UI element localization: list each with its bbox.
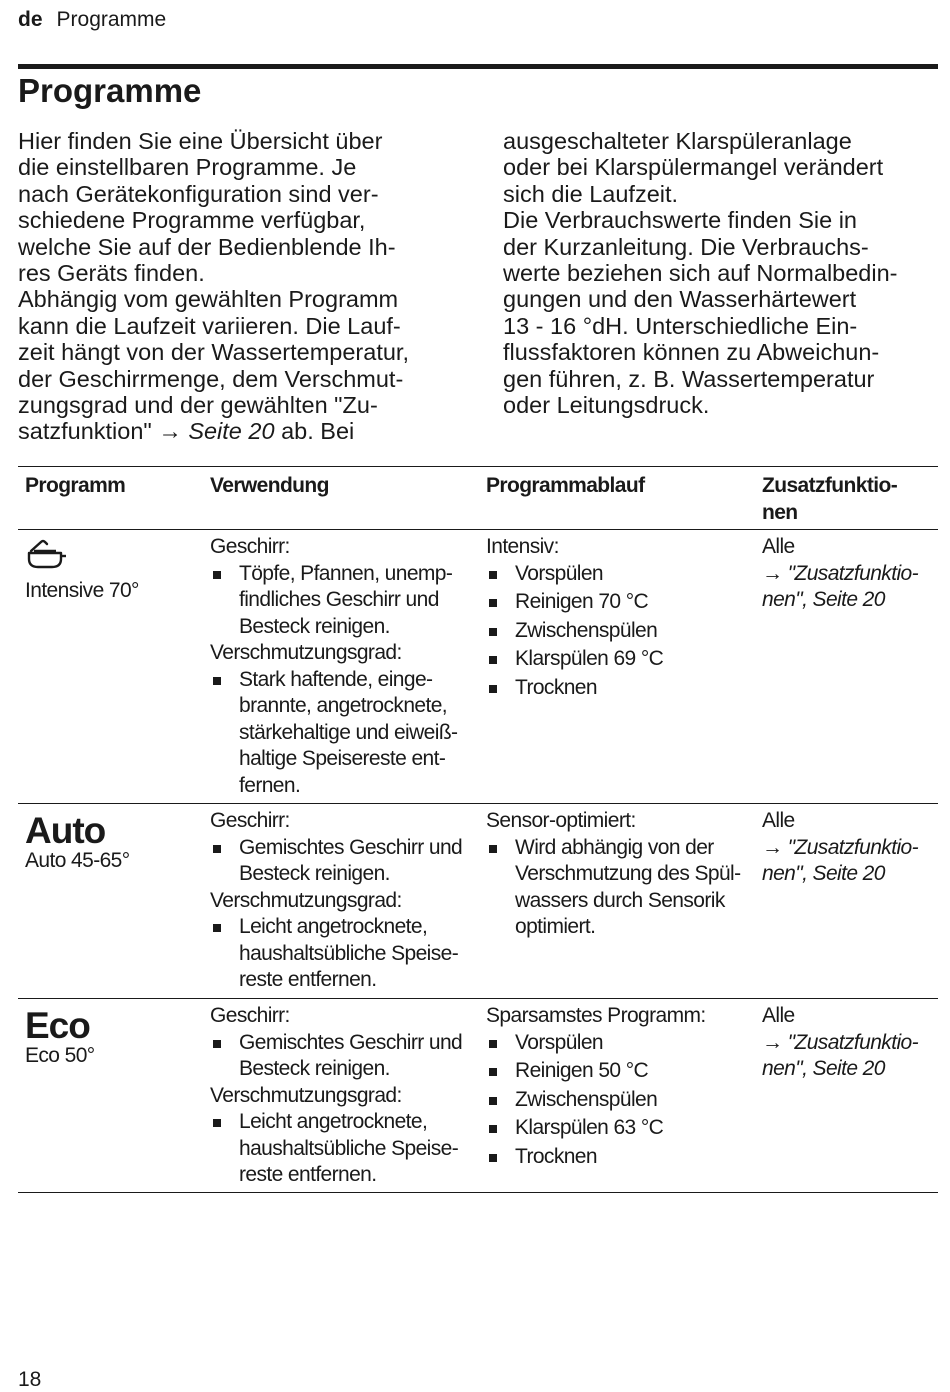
list-line: wassers durch Sensorik	[515, 888, 725, 912]
header-text: nen	[762, 500, 798, 524]
list-line: brannte, angetrocknete,	[239, 694, 448, 717]
soiling-label: Verschmutzungsgrad:	[210, 1083, 402, 1107]
list-line: Töpfe, Pfannen, unemp-	[239, 561, 453, 585]
extras-link-text[interactable]: "Zusatzfunktio-	[782, 561, 918, 585]
intro-line: sich die Laufzeit.	[503, 180, 679, 207]
list-item	[486, 589, 746, 616]
list-line: Leicht angetrocknete,	[239, 1110, 428, 1133]
list-line: Gemischtes Geschirr und	[239, 835, 463, 859]
list-line: findliches Geschirr und	[239, 588, 439, 611]
extras-value: Alle	[762, 535, 795, 558]
list-line: Vorspülen	[515, 561, 604, 585]
extras-link-text[interactable]: nen", Seite 20	[762, 588, 885, 611]
list-line: Trocknen	[515, 675, 597, 699]
arrow-right-icon: →	[762, 1030, 783, 1054]
list-item	[486, 1144, 746, 1171]
list-line: fernen.	[239, 773, 301, 797]
program-name: Intensive 70°	[25, 579, 139, 602]
intro-line: gungen und den Wasserhärtewert	[503, 286, 857, 313]
list-line: haushaltsübliche Speise-	[239, 1136, 459, 1160]
intro-line: kann die Laufzeit variieren. Die Lauf-	[18, 312, 401, 339]
list-item	[210, 561, 470, 641]
arrow-right-icon: →	[762, 561, 783, 585]
list-line: reste entfernen.	[239, 1163, 377, 1186]
list-line: Verschmutzung des Spül-	[515, 862, 741, 885]
dishes-label: Geschirr:	[210, 1004, 290, 1027]
extras-link-text[interactable]: nen", Seite 20	[762, 862, 885, 885]
intro-line: zeit hängt von der Wassertemperatur,	[18, 339, 409, 366]
extras-link-text[interactable]: "Zusatzfunktio-	[782, 1030, 918, 1054]
programs-table	[18, 466, 938, 1193]
extras-link[interactable]	[762, 561, 930, 588]
extras-link[interactable]	[762, 1030, 930, 1057]
intro-line: gen führen, z. B. Wassertemperatur	[503, 365, 875, 392]
list-line: optimiert.	[515, 915, 596, 938]
list-line: Besteck reinigen.	[239, 614, 390, 638]
header-verwendung: Verwendung	[210, 474, 329, 497]
sequence-cell	[478, 804, 754, 999]
list-item	[210, 667, 470, 800]
page-number: 18	[18, 1368, 42, 1391]
table-row	[18, 530, 938, 804]
intro-line: Die Verbrauchswerte finden Sie in	[503, 207, 858, 234]
intro-line-with-link	[18, 418, 458, 444]
intro-line: 13 - 16 °dH. Unterschiedliche Ein-	[503, 312, 858, 339]
program-cell	[18, 530, 202, 804]
extras-value: Alle	[762, 809, 795, 832]
extras-cell	[754, 804, 938, 999]
list-line: stärkehaltige und eiweiß-	[239, 720, 458, 744]
list-item	[486, 835, 746, 941]
list-line: Trocknen	[515, 1144, 597, 1168]
list-line: haushaltsübliche Speise-	[239, 941, 459, 965]
program-symbol-auto: Auto	[25, 810, 106, 851]
intro-line: der Kurzanleitung. Die Verbrauchs-	[503, 233, 869, 260]
program-name: Eco 50°	[25, 1044, 95, 1067]
program-name: Auto 45-65°	[25, 849, 130, 872]
intro-text: satzfunktion"	[18, 418, 159, 445]
list-item	[486, 675, 746, 702]
sequence-cell	[478, 999, 754, 1193]
table-row	[18, 804, 938, 999]
soiling-label: Verschmutzungsgrad:	[210, 888, 402, 912]
page-title: Programme	[18, 72, 202, 109]
sequence-label: Sparsamstes Programm:	[486, 1004, 706, 1027]
program-cell	[18, 804, 202, 999]
page-reference-link[interactable]: Seite 20	[188, 418, 275, 445]
extras-link[interactable]	[762, 835, 930, 862]
extras-link-text[interactable]: "Zusatzfunktio-	[782, 835, 918, 859]
intro-line: zungsgrad und der gewählten "Zu-	[18, 392, 378, 419]
program-cell	[18, 999, 202, 1193]
header-section: Programme	[56, 8, 167, 31]
list-line: haltige Speisereste ent-	[239, 747, 446, 770]
list-line: Wird abhängig von der	[515, 835, 714, 859]
intro-line: Abhängig vom gewählten Programm	[18, 286, 399, 313]
usage-cell	[202, 999, 478, 1193]
intensive-pot-icon	[25, 534, 194, 578]
intro-line: oder bei Klarspülermangel verändert	[503, 154, 884, 181]
program-symbol-eco: Eco	[25, 1005, 90, 1046]
intro-line: res Geräts finden.	[18, 260, 205, 287]
intro-text: ab. Bei	[274, 418, 355, 445]
list-line: Zwischenspülen	[515, 618, 658, 642]
extras-cell	[754, 999, 938, 1193]
header-programmablauf: Programmablauf	[486, 474, 645, 497]
list-line: Klarspülen 63 °C	[515, 1116, 664, 1139]
list-line: Besteck reinigen.	[239, 862, 390, 885]
dishes-label: Geschirr:	[210, 809, 290, 832]
list-item	[210, 914, 470, 994]
list-item	[486, 1115, 746, 1142]
header-rule	[18, 64, 938, 69]
arrow-right-icon: →	[158, 418, 182, 445]
list-item	[210, 1030, 470, 1083]
header-zusatzfunktionen	[754, 467, 938, 530]
list-item	[210, 1109, 470, 1189]
usage-cell	[202, 530, 478, 804]
page-header	[18, 8, 166, 32]
intro-line: die einstellbaren Programme. Je	[18, 154, 357, 181]
arrow-right-icon: →	[762, 835, 783, 859]
intro-line: welche Sie auf der Bedienblende Ih-	[18, 233, 396, 260]
intro-line: der Geschirrmenge, dem Verschmut-	[18, 365, 404, 392]
list-line: Besteck reinigen.	[239, 1057, 390, 1080]
intro-right-column	[503, 128, 943, 418]
list-item	[486, 646, 746, 673]
extras-link-text[interactable]: nen", Seite 20	[762, 1057, 885, 1080]
list-line: Gemischtes Geschirr und	[239, 1030, 463, 1054]
soiling-label: Verschmutzungsgrad:	[210, 641, 402, 664]
sequence-cell	[478, 530, 754, 804]
intro-line: ausgeschalteter Klarspüleranlage	[503, 128, 852, 154]
list-line: Stark haftende, einge-	[239, 667, 433, 691]
intro-line: Hier finden Sie eine Übersicht über	[18, 128, 383, 154]
table-header-row	[18, 467, 938, 530]
list-line: Klarspülen 69 °C	[515, 647, 664, 670]
list-item	[486, 618, 746, 645]
list-line: Zwischenspülen	[515, 1087, 658, 1111]
header-text: Zusatzfunktio-	[762, 474, 898, 497]
intro-line: flussfaktoren können zu Abweichun-	[503, 339, 880, 366]
header-programm: Programm	[25, 474, 126, 497]
intro-line: nach Gerätekonfiguration sind ver-	[18, 180, 379, 207]
sequence-label: Intensiv:	[486, 535, 559, 558]
list-line: Reinigen 50 °C	[515, 1059, 649, 1082]
list-item	[486, 1087, 746, 1114]
list-line: Reinigen 70 °C	[515, 590, 649, 613]
list-line: Vorspülen	[515, 1030, 604, 1054]
intro-line: schiedene Programme verfügbar,	[18, 207, 366, 234]
table-row	[18, 999, 938, 1193]
extras-value: Alle	[762, 1004, 795, 1027]
extras-cell	[754, 530, 938, 804]
usage-cell	[202, 804, 478, 999]
intro-line: werte beziehen sich auf Normalbedin-	[503, 260, 898, 287]
list-line: Leicht angetrocknete,	[239, 915, 428, 938]
dishes-label: Geschirr:	[210, 535, 290, 558]
list-item	[210, 835, 470, 888]
list-item	[486, 1058, 746, 1085]
language-code: de	[18, 8, 43, 31]
list-item	[486, 1030, 746, 1057]
intro-left-column	[18, 128, 458, 445]
list-item	[486, 561, 746, 588]
sequence-label: Sensor-optimiert:	[486, 809, 636, 832]
list-line: reste entfernen.	[239, 968, 377, 991]
intro-line: oder Leitungsdruck.	[503, 392, 710, 419]
